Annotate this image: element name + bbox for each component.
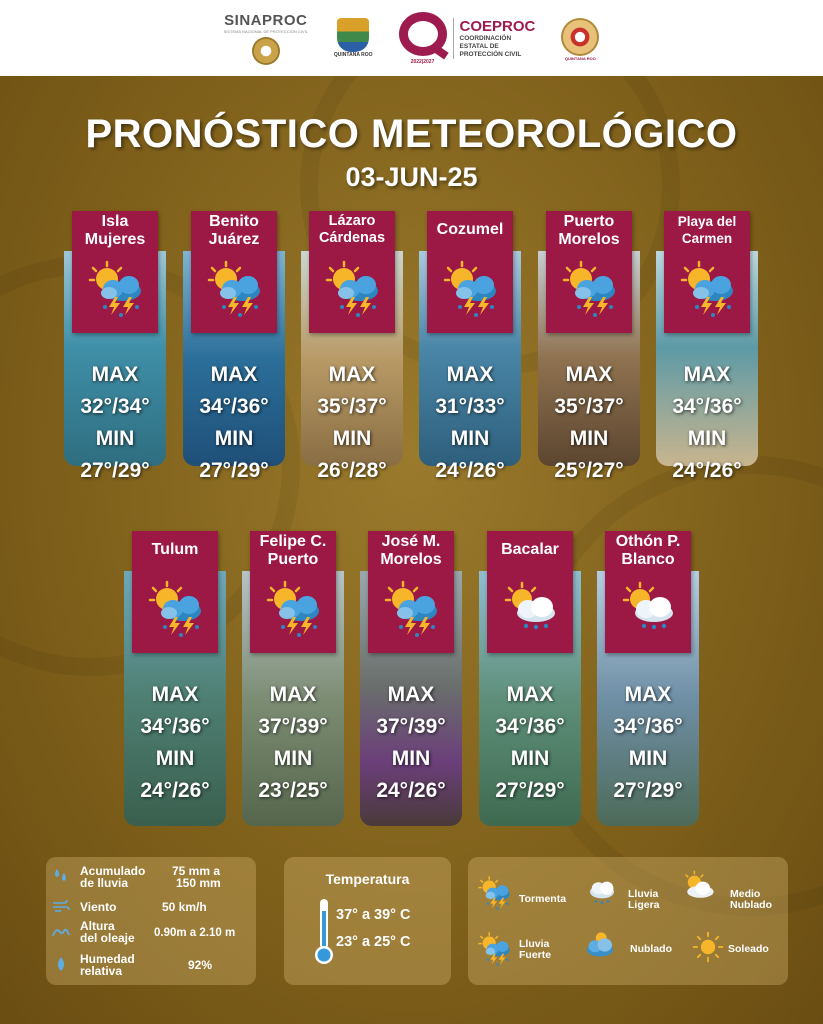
- sinaproc-subtext: SISTEMA NACIONAL DE PROTECCIÓN CIVIL: [223, 28, 308, 34]
- min-label: MIN: [450, 427, 490, 450]
- temperature-panel: [284, 857, 451, 985]
- city-tag: [546, 211, 632, 333]
- max-temp: 35°/37°: [317, 395, 387, 418]
- max-label: MAX: [624, 683, 672, 706]
- min-temp: 24°/26°: [435, 459, 505, 482]
- min-label: MIN: [155, 747, 195, 770]
- coeproc-logo: [399, 12, 536, 65]
- max-temp: 34°/36°: [199, 395, 269, 418]
- legend-sunny: Soleado: [728, 943, 769, 955]
- min-temp: 27°/29°: [613, 779, 683, 802]
- city-card-felipe-c-puerto: [242, 531, 344, 826]
- max-temp: 34°/36°: [672, 395, 742, 418]
- city-name-2: Blanco: [621, 551, 675, 568]
- min-label: MIN: [95, 427, 135, 450]
- thunderstorm-icon: [559, 259, 619, 319]
- thunderstorm-icon: [322, 259, 382, 319]
- min-label: MIN: [214, 427, 254, 450]
- min-temp: 23°/25°: [258, 779, 328, 802]
- coeproc-desc-3: PROTECCIÓN CIVIL: [459, 50, 522, 58]
- city-name: Felipe C.: [259, 533, 327, 550]
- humidity-icon: [52, 955, 70, 973]
- city-tag: [72, 211, 158, 333]
- seal-text: QUINTANA ROO: [564, 56, 596, 61]
- sinaproc-seal-icon: [252, 37, 280, 65]
- city-name: Tulum: [151, 541, 199, 558]
- city-card-tulum: [124, 531, 226, 826]
- quintana-roo-text: QUINTANA ROO: [333, 52, 373, 58]
- cloudy-sun-rain-icon: [500, 579, 560, 639]
- city-tag: [132, 531, 218, 653]
- city-card-playa-del-carmen: [656, 211, 758, 482]
- legend-heavy-rain: Lluvia Fuerte: [519, 938, 552, 961]
- min-temp: 26°/28°: [317, 459, 387, 482]
- min-label: MIN: [332, 427, 372, 450]
- city-tag: [487, 531, 573, 653]
- max-label: MAX: [269, 683, 317, 706]
- city-card-othon-p-blanco: [597, 531, 699, 826]
- proteccion-civil-qroo-logo: [561, 15, 599, 61]
- min-temp: 24°/26°: [140, 779, 210, 802]
- wave-icon: [52, 923, 70, 941]
- city-name: José M.: [381, 533, 441, 550]
- rain-drops-icon: [52, 867, 70, 885]
- thunderstorm-icon: [677, 259, 737, 319]
- coeproc-desc-2: ESTATAL DE: [459, 42, 499, 50]
- temperature-range-low: 23° a 25° C: [336, 934, 411, 950]
- min-temp: 27°/29°: [80, 459, 150, 482]
- header-logos: [0, 0, 823, 76]
- city-card-bacalar: [479, 531, 581, 826]
- forecast-date: 03-JUN-25: [345, 162, 478, 192]
- max-label: MAX: [506, 683, 554, 706]
- cloudy-icon: [576, 927, 624, 963]
- min-label: MIN: [569, 427, 609, 450]
- legend-light-rain: Lluvia Ligera: [628, 888, 660, 911]
- page-title: PRONÓSTICO METEOROLÓGICO: [85, 112, 738, 156]
- thunderstorm-icon: [85, 259, 145, 319]
- gov-years: 2022|2027: [410, 58, 435, 65]
- max-label: MAX: [151, 683, 199, 706]
- city-name-2: Cárdenas: [318, 230, 386, 246]
- legend-partly-cloudy: Medio Nublado: [730, 888, 772, 911]
- city-tag: [368, 531, 454, 653]
- city-name-2: Carmen: [681, 231, 733, 246]
- max-temp: 37°/39°: [258, 715, 328, 738]
- max-temp: 34°/36°: [613, 715, 683, 738]
- city-name-2: Morelos: [558, 231, 620, 248]
- max-label: MAX: [210, 363, 258, 386]
- city-name: Othón P.: [615, 533, 681, 550]
- thunderstorm-icon: [204, 259, 264, 319]
- thunderstorm-icon: [440, 259, 500, 319]
- city-name-2: Mujeres: [84, 231, 146, 248]
- legend-storm: Tormenta: [519, 893, 567, 905]
- max-label: MAX: [683, 363, 731, 386]
- cloudy-sun-rain-icon: [618, 579, 678, 639]
- min-temp: 25°/27°: [554, 459, 624, 482]
- rain-value: 75 mm a 150 mm: [172, 864, 221, 890]
- coeproc-desc-1: COORDINACIÓN: [459, 34, 512, 42]
- city-name-2: Puerto: [267, 551, 319, 568]
- stats-panel: [46, 857, 256, 985]
- proteccion-civil-seal-icon: [561, 18, 599, 56]
- partly-cloudy-icon: [674, 869, 722, 905]
- min-label: MIN: [687, 427, 727, 450]
- min-label: MIN: [391, 747, 431, 770]
- thunderstorm-icon: [145, 579, 205, 639]
- wind-label: Viento: [80, 900, 117, 914]
- max-label: MAX: [446, 363, 494, 386]
- humidity-value: 92%: [188, 958, 213, 972]
- city-name: Cozumel: [436, 221, 504, 238]
- max-temp: 35°/37°: [554, 395, 624, 418]
- thunderstorm-icon: [381, 579, 441, 639]
- coeproc-title: COEPROC: [459, 17, 536, 35]
- light-rain-icon: [582, 875, 622, 911]
- max-label: MAX: [91, 363, 139, 386]
- quintana-roo-logo: [334, 18, 373, 58]
- wind-icon: [52, 897, 70, 915]
- city-card-lazaro-cardenas: [301, 211, 403, 482]
- max-temp: 31°/33°: [435, 395, 505, 418]
- sinaproc-logo: [224, 12, 308, 65]
- thermometer-icon: [314, 897, 334, 967]
- legend-panel: [468, 857, 788, 985]
- city-tag: [250, 531, 336, 653]
- city-card-benito-juarez: [183, 211, 285, 482]
- max-temp: 37°/39°: [376, 715, 446, 738]
- city-tag: [427, 211, 513, 333]
- city-tag: [191, 211, 277, 333]
- thunderstorm-icon: [474, 875, 514, 911]
- city-name: Isla: [101, 213, 129, 230]
- city-name-2: Morelos: [380, 551, 442, 568]
- city-tag: [664, 211, 750, 333]
- min-label: MIN: [628, 747, 668, 770]
- city-tag: [309, 211, 395, 333]
- temperature-title: Temperatura: [325, 871, 410, 887]
- city-card-isla-mujeres: [64, 211, 166, 482]
- wave-value: 0.90m a 2.10 m: [154, 927, 236, 939]
- sinaproc-text: SINAPROC: [224, 11, 308, 29]
- max-label: MAX: [387, 683, 435, 706]
- wave-label: Altura del oleaje: [80, 919, 135, 945]
- min-temp: 27°/29°: [199, 459, 269, 482]
- max-label: MAX: [565, 363, 613, 386]
- max-temp: 34°/36°: [495, 715, 565, 738]
- city-name: Bacalar: [501, 541, 559, 558]
- min-temp: 24°/26°: [376, 779, 446, 802]
- sunny-icon: [688, 929, 728, 965]
- max-temp: 34°/36°: [140, 715, 210, 738]
- city-name: Benito: [209, 213, 259, 230]
- city-tag: [605, 531, 691, 653]
- temperature-range-high: 37° a 39° C: [336, 907, 411, 923]
- min-label: MIN: [273, 747, 313, 770]
- thunderstorm-icon: [263, 579, 323, 639]
- min-temp: 27°/29°: [495, 779, 565, 802]
- quintana-roo-shield-icon: [337, 18, 369, 52]
- city-name: Lázaro: [328, 213, 376, 229]
- city-card-jose-m-morelos: [360, 531, 462, 826]
- max-temp: 32°/34°: [80, 395, 150, 418]
- city-card-cozumel: [419, 211, 521, 482]
- wind-value: 50 km/h: [162, 900, 207, 914]
- coeproc-q-icon: [399, 12, 447, 56]
- legend-cloudy: Nublado: [630, 943, 672, 955]
- city-name: Playa del: [677, 214, 737, 229]
- min-label: MIN: [510, 747, 550, 770]
- city-name-2: Juárez: [208, 231, 260, 248]
- city-name: Puerto: [563, 213, 615, 230]
- min-temp: 24°/26°: [672, 459, 742, 482]
- heavy-rain-icon: [474, 931, 514, 967]
- rain-label: Acumulado de lluvia: [80, 864, 146, 890]
- max-label: MAX: [328, 363, 376, 386]
- humidity-label: Humedad relativa: [80, 952, 135, 978]
- city-card-puerto-morelos: [538, 211, 640, 482]
